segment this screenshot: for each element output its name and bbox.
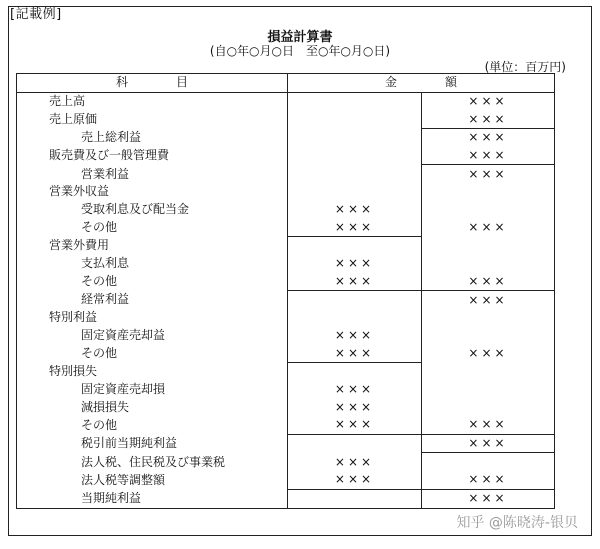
row-total-amount: ××× [422, 416, 555, 434]
row-total-amount: ××× [422, 147, 555, 165]
amount-header: 金 額 [288, 74, 555, 93]
row-sub-amount: ××× [288, 416, 422, 434]
row-sub-amount: ××× [288, 219, 422, 237]
row-sub-amount [288, 489, 422, 508]
row-total-amount: ××× [422, 219, 555, 237]
table-row [17, 416, 555, 434]
row-total-amount: ××× [422, 165, 555, 183]
row-sub-amount [288, 147, 422, 165]
period-line: (自○年○月○日 至○年○月○日) [209, 44, 391, 58]
row-label: 営業利益 [17, 165, 288, 183]
table-row [17, 110, 555, 128]
table-row [17, 471, 555, 489]
row-label: 当期純利益 [17, 489, 288, 508]
table-row [17, 434, 555, 453]
row-label: 売上総利益 [17, 129, 288, 147]
row-sub-amount: ××× [288, 344, 422, 362]
row-total-amount: ××× [422, 434, 555, 453]
subject-header: 科 目 [17, 74, 288, 93]
table-row [17, 381, 555, 399]
row-label: 支払利息 [17, 255, 288, 273]
row-sub-amount: ××× [288, 201, 422, 219]
row-sub-amount [288, 183, 422, 201]
table-row [17, 291, 555, 309]
table-row [17, 237, 555, 255]
row-label: その他 [17, 344, 288, 362]
row-sub-amount: ××× [288, 381, 422, 399]
row-label: その他 [17, 273, 288, 291]
row-total-amount: ××× [422, 291, 555, 309]
row-label: 固定資産売却損 [17, 381, 288, 399]
table-row [17, 327, 555, 345]
row-label: 特別利益 [17, 309, 288, 327]
row-total-amount: ××× [422, 471, 555, 489]
row-label: 売上原価 [17, 110, 288, 128]
row-label: 法人税、住民税及び事業税 [17, 453, 288, 471]
table-row [17, 255, 555, 273]
row-total-amount [422, 381, 555, 399]
table-header-row [17, 74, 555, 93]
row-label: その他 [17, 416, 288, 434]
row-total-amount [422, 453, 555, 471]
table-row [17, 398, 555, 416]
table-row [17, 363, 555, 381]
unit-label: (単位：百万円) [484, 60, 566, 74]
table-row [17, 165, 555, 183]
row-sub-amount [288, 165, 422, 183]
table-row [17, 344, 555, 362]
row-sub-amount [288, 363, 422, 381]
table-row [17, 273, 555, 291]
table-row [17, 219, 555, 237]
income-statement-table [16, 73, 555, 509]
row-total-amount: ××× [422, 273, 555, 291]
row-total-amount [422, 327, 555, 345]
row-sub-amount: ××× [288, 327, 422, 345]
row-total-amount [422, 201, 555, 219]
row-sub-amount [288, 434, 422, 453]
table-row [17, 129, 555, 147]
row-total-amount [422, 363, 555, 381]
row-label: 販売費及び一般管理費 [17, 147, 288, 165]
row-label: 税引前当期純利益 [17, 434, 288, 453]
row-sub-amount: ××× [288, 398, 422, 416]
row-total-amount [422, 255, 555, 273]
statement-title: 損益計算書 [267, 30, 333, 45]
row-label: 法人税等調整額 [17, 471, 288, 489]
row-sub-amount: ××× [288, 471, 422, 489]
row-sub-amount [288, 237, 422, 255]
row-total-amount [422, 183, 555, 201]
table-row [17, 309, 555, 327]
row-label: 減損損失 [17, 398, 288, 416]
table-row [17, 453, 555, 471]
row-sub-amount: ××× [288, 453, 422, 471]
row-sub-amount [288, 92, 422, 110]
row-label: 売上高 [17, 92, 288, 110]
row-label: その他 [17, 219, 288, 237]
row-label: 特別損失 [17, 363, 288, 381]
row-label: 経常利益 [17, 291, 288, 309]
row-total-amount: ××× [422, 110, 555, 128]
row-sub-amount [288, 309, 422, 327]
row-sub-amount: ××× [288, 273, 422, 291]
row-label: 固定資産売却益 [17, 327, 288, 345]
row-total-amount: ××× [422, 344, 555, 362]
row-label: 営業外収益 [17, 183, 288, 201]
row-label: 受取利息及び配当金 [17, 201, 288, 219]
row-total-amount [422, 398, 555, 416]
row-sub-amount [288, 291, 422, 309]
row-total-amount: ××× [422, 489, 555, 508]
example-tag: [記載例] [10, 7, 62, 22]
row-total-amount [422, 237, 555, 255]
table-row [17, 92, 555, 110]
table-row [17, 201, 555, 219]
table-row [17, 147, 555, 165]
table-row [17, 489, 555, 508]
table-row [17, 183, 555, 201]
row-sub-amount: ××× [288, 255, 422, 273]
row-total-amount: ××× [422, 129, 555, 147]
row-sub-amount [288, 129, 422, 147]
row-sub-amount [288, 110, 422, 128]
row-total-amount: ××× [422, 92, 555, 110]
row-label: 営業外費用 [17, 237, 288, 255]
row-total-amount [422, 309, 555, 327]
watermark-text: 知乎 @陈晓涛-银贝 [456, 515, 578, 531]
